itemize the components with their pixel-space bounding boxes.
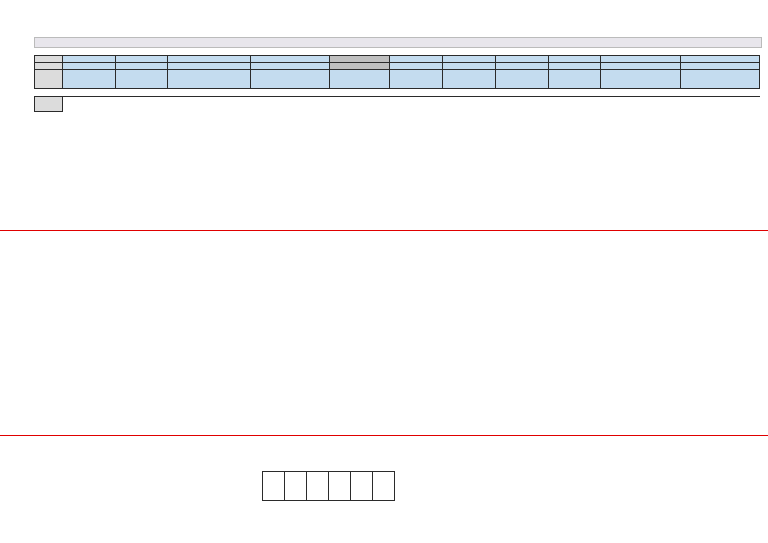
- divider-line: [0, 230, 768, 231]
- header-spacer: [35, 70, 63, 89]
- indicator-description: [495, 70, 548, 89]
- indicator-description: [390, 70, 443, 89]
- target-label: [115, 56, 168, 63]
- divider-line: [0, 435, 768, 436]
- footer-client: [295, 515, 305, 521]
- indicator-description: [62, 70, 115, 89]
- target-value: [601, 63, 680, 70]
- target-label: [168, 56, 250, 63]
- footer-facility: [130, 515, 140, 521]
- gap-cell: [35, 89, 760, 97]
- indicator-description: [329, 70, 390, 89]
- target-value: [250, 63, 329, 70]
- target-value: [329, 63, 390, 70]
- indicator-description: [115, 70, 168, 89]
- mord-insid-cell: [351, 472, 373, 501]
- lti-freq-cell: [285, 472, 307, 501]
- header-spacer: [35, 63, 63, 70]
- target-value: [495, 63, 548, 70]
- indicator-description: [601, 70, 680, 89]
- target-value: [548, 63, 601, 70]
- target-value: [115, 63, 168, 70]
- target-value: [443, 63, 496, 70]
- target-value: [680, 63, 759, 70]
- target-label: [495, 56, 548, 63]
- mord-freq-cell: [373, 472, 395, 501]
- indicator-description: [548, 70, 601, 89]
- header-spacer: [35, 56, 63, 63]
- indicator-description: [250, 70, 329, 89]
- target-label: [443, 56, 496, 63]
- target-label: [329, 56, 390, 63]
- footer-location: [18, 515, 28, 521]
- target-label: [601, 56, 680, 63]
- frequency-calc-table: [262, 471, 395, 501]
- target-value: [168, 63, 250, 70]
- indicator-description: [443, 70, 496, 89]
- header-spacer: [35, 97, 63, 112]
- target-value: [62, 63, 115, 70]
- indicator-description: [168, 70, 250, 89]
- target-label: [250, 56, 329, 63]
- section-ribbon: [34, 37, 762, 48]
- samt-insid-cell: [307, 472, 329, 501]
- samt-freq-cell: [329, 472, 351, 501]
- target-label: [548, 56, 601, 63]
- target-label: [62, 56, 115, 63]
- lti-insid-cell: [263, 472, 285, 501]
- indicator-description: [680, 70, 759, 89]
- target-label: [680, 56, 759, 63]
- target-value: [390, 63, 443, 70]
- section-1-table: [34, 55, 760, 112]
- target-label: [390, 56, 443, 63]
